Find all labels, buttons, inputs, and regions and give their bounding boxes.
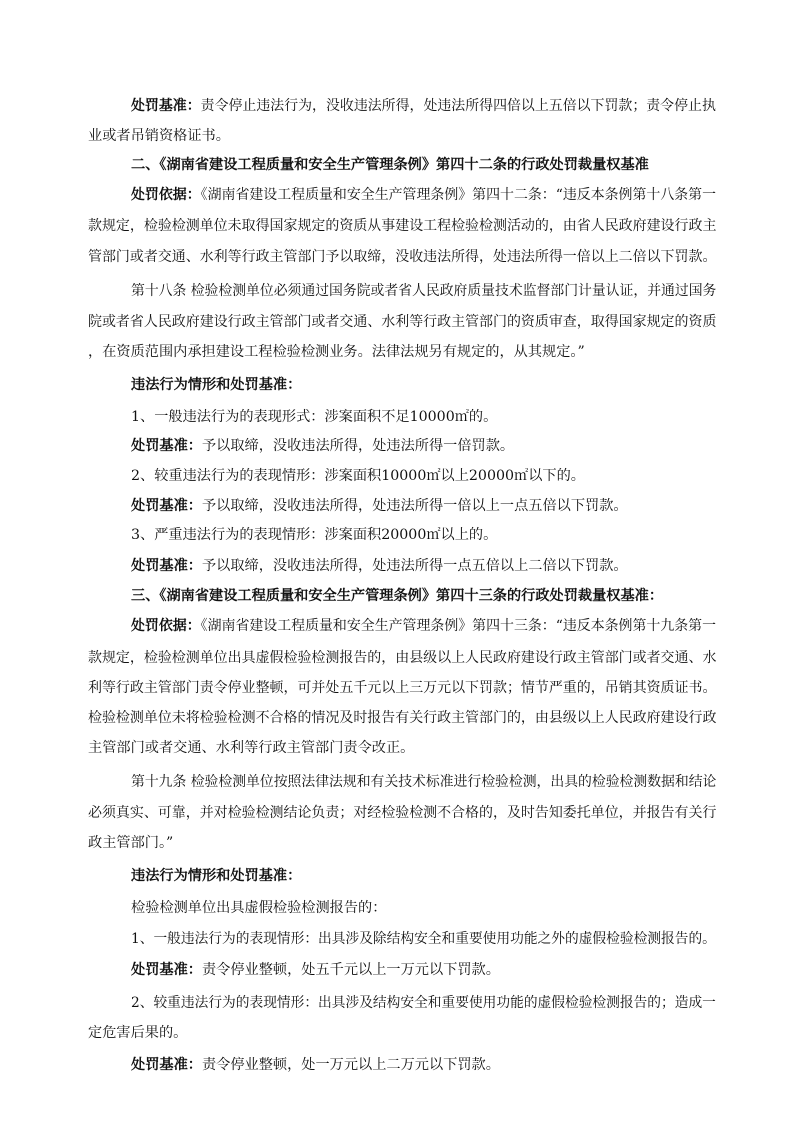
text-line: 款规定，检验检测单位未取得国家规定的资质从事建设工程检验检测活动的，由省人民政府建设行政主 — [88, 218, 717, 234]
text-line: 主管部门或者交通、水利等行政主管部门责令改正。 — [88, 740, 415, 756]
article-text-line: 第十八条 检验检测单位必须通过国务院或者省人民政府质量技术监督部门计量认证，并通过国务 — [131, 283, 717, 299]
text-line: 检验检测单位出具虚假检验检测报告的： — [131, 900, 387, 916]
subsection-heading: 违法行为情形和处罚基准： — [131, 868, 302, 884]
penalty-standard-line: 处罚基准：予以取缔，没收违法所得，处违法所得一点五倍以上二倍以下罚款。 — [131, 558, 628, 574]
text-line: 检验检测单位未将检验检测不合格的情况及时报告有关行政主管部门的，由县级以上人民政府建设行政 — [88, 710, 717, 726]
text-line: 2、较重违法行为的表现情形：涉案面积10000㎡以上20000㎡以下的。 — [131, 468, 585, 484]
subsection-heading: 违法行为情形和处罚基准： — [131, 377, 302, 393]
penalty-standard-line: 处罚基准：责令停止违法行为，没收违法所得，处违法所得四倍以上五倍以下罚款；责令停止执 — [131, 98, 716, 114]
section-heading: 三、《湖南省建设工程质量和安全生产管理条例》第四十三条的行政处罚裁量权基准： — [131, 588, 664, 604]
penalty-standard-line: 处罚基准：责令停业整顿，处五千元以上一万元以下罚款。 — [131, 962, 500, 978]
text-line: 必须真实、可靠，并对检验检测结论负责；对经检验检测不合格的，及时告知委托单位，并报告有关行 — [88, 805, 717, 821]
penalty-basis-line: 处罚依据：《湖南省建设工程质量和安全生产管理条例》第四十二条：“违反本条例第十八条第一 — [131, 187, 717, 203]
text-line: 1、一般违法行为的表现情形：出具涉及除结构安全和重要使用功能之外的虚假检验检测报告的。 — [131, 931, 716, 947]
text-line: 1、一般违法行为的表现形式：涉案面积不足10000㎡的。 — [131, 409, 498, 425]
penalty-standard-line: 处罚基准：责令停业整顿，处一万元以上二万元以下罚款。 — [131, 1057, 500, 1073]
section-heading: 二、《湖南省建设工程质量和安全生产管理条例》第四十二条的行政处罚裁量权基准 — [131, 157, 649, 173]
text-line: 管部门或者交通、水利等行政主管部门予以取缔，没收违法所得，处违法所得一倍以上二倍以下罚款。 — [88, 249, 717, 265]
text-line: 政主管部门。” — [88, 835, 174, 851]
text-line: 款规定，检验检测单位出具虚假检验检测报告的，由县级以上人民政府建设行政主管部门或者交通、水 — [88, 650, 717, 666]
text-line: 院或者省人民政府建设行政主管部门或者交通、水利等行政主管部门的资质审查，取得国家规定的资质 — [88, 314, 717, 330]
text-line: 定危害后果的。 — [88, 1025, 188, 1041]
article-text-line: 第十九条 检验检测单位按照法律法规和有关技术标准进行检验检测，出具的检验检测数据和结论 — [131, 774, 717, 790]
penalty-basis-line: 处罚依据：《湖南省建设工程质量和安全生产管理条例》第四十三条：“违反本条例第十九条第一 — [131, 618, 717, 634]
text-line: 3、严重违法行为的表现情形：涉案面积20000㎡以上的。 — [131, 527, 498, 543]
penalty-standard-line: 处罚基准：予以取缔，没收违法所得，处违法所得一倍罚款。 — [131, 438, 515, 454]
text-line: 利等行政主管部门责令停业整顿，可并处五千元以上三万元以下罚款；情节严重的，吊销其资质证书。 — [88, 680, 717, 696]
text-line: ，在资质范围内承担建设工程检验检测业务。法律法规另有规定的，从其规定。” — [88, 344, 585, 360]
text-line: 2、较重违法行为的表现情形：出具涉及结构安全和重要使用功能的虚假检验检测报告的；造成一 — [131, 995, 716, 1011]
text-line: 业或者吊销资格证书。 — [88, 128, 230, 144]
penalty-standard-line: 处罚基准：予以取缔，没收违法所得，处违法所得一倍以上一点五倍以下罚款。 — [131, 498, 628, 514]
